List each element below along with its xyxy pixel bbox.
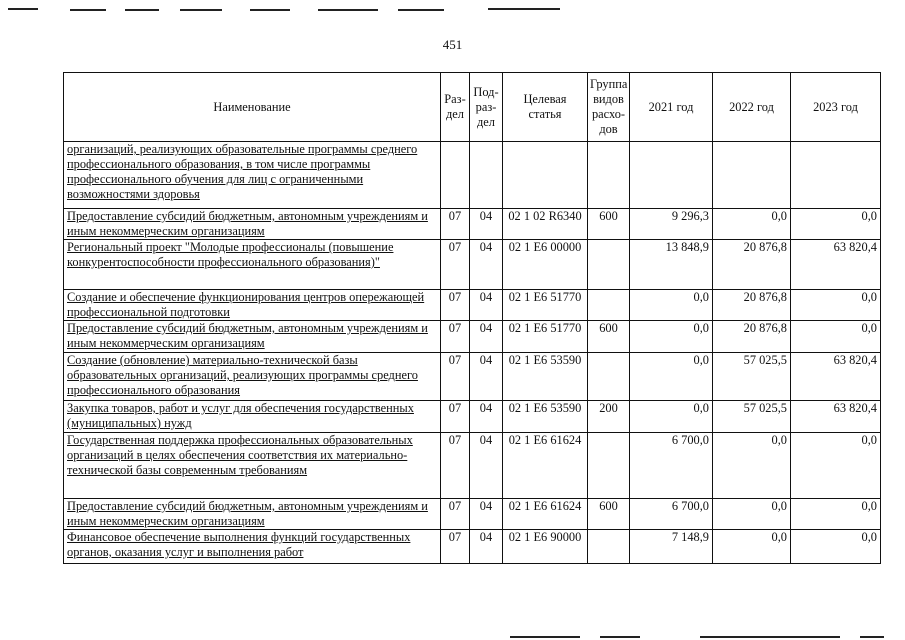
row-2023: 0,0 (791, 433, 881, 499)
row-podrazdel: 04 (470, 499, 503, 530)
row-2023: 0,0 (791, 530, 881, 564)
row-razdel: 07 (441, 433, 470, 499)
row-article: 02 1 E6 53590 (503, 353, 588, 401)
scan-artifact-line (250, 9, 290, 11)
table-row (64, 321, 881, 353)
scan-artifact-line (860, 636, 884, 638)
row-2023 (791, 142, 881, 209)
row-name-text: Создание (обновление) материально-технической базы образовательных организаций, реализующих программы среднего профессионального образования (67, 353, 418, 397)
scan-artifact-line (700, 636, 840, 638)
row-group: 600 (588, 209, 630, 240)
row-2021: 0,0 (630, 321, 713, 353)
row-name (64, 142, 441, 209)
row-2021: 0,0 (630, 290, 713, 321)
table-body (64, 142, 881, 564)
row-name-text: Закупка товаров, работ и услуг для обеспечения государственных (муниципальных) нужд (67, 401, 414, 430)
row-name (64, 499, 441, 530)
row-name (64, 353, 441, 401)
row-article: 02 1 E6 61624 (503, 433, 588, 499)
row-group (588, 240, 630, 290)
row-name-text: Предоставление субсидий бюджетным, автономным учреждениям и иным некоммерческим организациям (67, 499, 428, 528)
scan-artifact-line (510, 636, 580, 638)
row-2022: 57 025,5 (713, 401, 791, 433)
header-name-text: Наименование (213, 99, 291, 114)
row-group (588, 290, 630, 321)
header-2022: 2022 год (713, 73, 791, 142)
row-article (503, 142, 588, 209)
header-razdel: Раз- дел (441, 73, 470, 142)
row-2022: 57 025,5 (713, 353, 791, 401)
header-podrazdel: Под- раз- дел (470, 73, 503, 142)
row-razdel (441, 142, 470, 209)
row-2022: 0,0 (713, 209, 791, 240)
row-name-text: Создание и обеспечение функционирования центров опережающей профессиональной подготовки (67, 290, 425, 319)
row-article: 02 1 E6 90000 (503, 530, 588, 564)
row-name (64, 290, 441, 321)
row-group: 600 (588, 321, 630, 353)
header-article: Целевая статья (503, 73, 588, 142)
row-2021: 9 296,3 (630, 209, 713, 240)
row-article: 02 1 E6 51770 (503, 321, 588, 353)
scan-artifact-line (8, 8, 38, 10)
scan-artifact-line (488, 8, 560, 10)
row-group (588, 142, 630, 209)
row-razdel: 07 (441, 499, 470, 530)
row-name (64, 209, 441, 240)
table-row (64, 142, 881, 209)
row-group (588, 433, 630, 499)
table-row (64, 530, 881, 564)
row-article: 02 1 E6 00000 (503, 240, 588, 290)
row-podrazdel: 04 (470, 321, 503, 353)
row-name (64, 433, 441, 499)
row-group: 200 (588, 401, 630, 433)
row-2021 (630, 142, 713, 209)
table-row (64, 240, 881, 290)
row-podrazdel (470, 142, 503, 209)
row-2022: 20 876,8 (713, 321, 791, 353)
row-2022: 20 876,8 (713, 290, 791, 321)
scan-artifact-line (70, 9, 106, 11)
row-group (588, 530, 630, 564)
row-name-text: организаций, реализующих образовательные программы среднего профессионального образования, в том числе программы профессионального обучения для лиц с ограниченными возможностями здоровья (67, 142, 418, 201)
row-name (64, 240, 441, 290)
table-row (64, 433, 881, 499)
table-row (64, 290, 881, 321)
row-article: 02 1 E6 61624 (503, 499, 588, 530)
row-2022 (713, 142, 791, 209)
row-article: 02 1 E6 53590 (503, 401, 588, 433)
row-name-text: Финансовое обеспечение выполнения функций государственных органов, оказания услуг и выполнения работ (67, 530, 411, 559)
row-2023: 0,0 (791, 321, 881, 353)
row-2022: 0,0 (713, 530, 791, 564)
row-razdel: 07 (441, 321, 470, 353)
row-podrazdel: 04 (470, 353, 503, 401)
table-row (64, 209, 881, 240)
row-2023: 63 820,4 (791, 353, 881, 401)
row-razdel: 07 (441, 530, 470, 564)
row-podrazdel: 04 (470, 290, 503, 321)
row-name-text: Региональный проект "Молодые профессионалы (повышение конкурентоспособности профессионального образования)" (67, 240, 394, 269)
row-name-text: Предоставление субсидий бюджетным, автономным учреждениям и иным некоммерческим организациям (67, 209, 428, 238)
row-razdel: 07 (441, 290, 470, 321)
row-2023: 0,0 (791, 499, 881, 530)
row-2021: 6 700,0 (630, 499, 713, 530)
table-row (64, 499, 881, 530)
header-2023: 2023 год (791, 73, 881, 142)
row-name (64, 401, 441, 433)
row-2021: 13 848,9 (630, 240, 713, 290)
row-name-text: Государственная поддержка профессиональных образовательных организаций в целях обеспечения соответствия их материально-технической базы современным требованиям (67, 433, 413, 477)
row-name-text: Предоставление субсидий бюджетным, автономным учреждениям и иным некоммерческим организациям (67, 321, 428, 350)
row-name (64, 321, 441, 353)
row-2023: 63 820,4 (791, 401, 881, 433)
row-2021: 0,0 (630, 353, 713, 401)
row-name (64, 530, 441, 564)
row-2023: 63 820,4 (791, 240, 881, 290)
row-2022: 0,0 (713, 499, 791, 530)
row-2022: 20 876,8 (713, 240, 791, 290)
row-group (588, 353, 630, 401)
table-header-row (64, 73, 881, 142)
row-razdel: 07 (441, 353, 470, 401)
row-podrazdel: 04 (470, 240, 503, 290)
scan-artifact-line (125, 9, 159, 11)
row-razdel: 07 (441, 401, 470, 433)
row-2023: 0,0 (791, 290, 881, 321)
scan-artifact-line (600, 636, 640, 638)
header-group: Группа видов расхо- дов (588, 73, 630, 142)
header-2021: 2021 год (630, 73, 713, 142)
table-row (64, 401, 881, 433)
header-name (64, 73, 441, 142)
table-row (64, 353, 881, 401)
row-podrazdel: 04 (470, 530, 503, 564)
row-podrazdel: 04 (470, 401, 503, 433)
scan-artifact-line (398, 9, 444, 11)
row-2023: 0,0 (791, 209, 881, 240)
row-2021: 0,0 (630, 401, 713, 433)
row-article: 02 1 02 R6340 (503, 209, 588, 240)
row-razdel: 07 (441, 209, 470, 240)
page-number: 451 (442, 37, 463, 52)
row-2021: 7 148,9 (630, 530, 713, 564)
scan-artifact-line (180, 9, 222, 11)
row-2022: 0,0 (713, 433, 791, 499)
budget-table (63, 72, 881, 564)
row-group: 600 (588, 499, 630, 530)
row-podrazdel: 04 (470, 209, 503, 240)
row-2021: 6 700,0 (630, 433, 713, 499)
scan-artifact-line (318, 9, 378, 11)
row-razdel: 07 (441, 240, 470, 290)
row-article: 02 1 E6 51770 (503, 290, 588, 321)
row-podrazdel: 04 (470, 433, 503, 499)
